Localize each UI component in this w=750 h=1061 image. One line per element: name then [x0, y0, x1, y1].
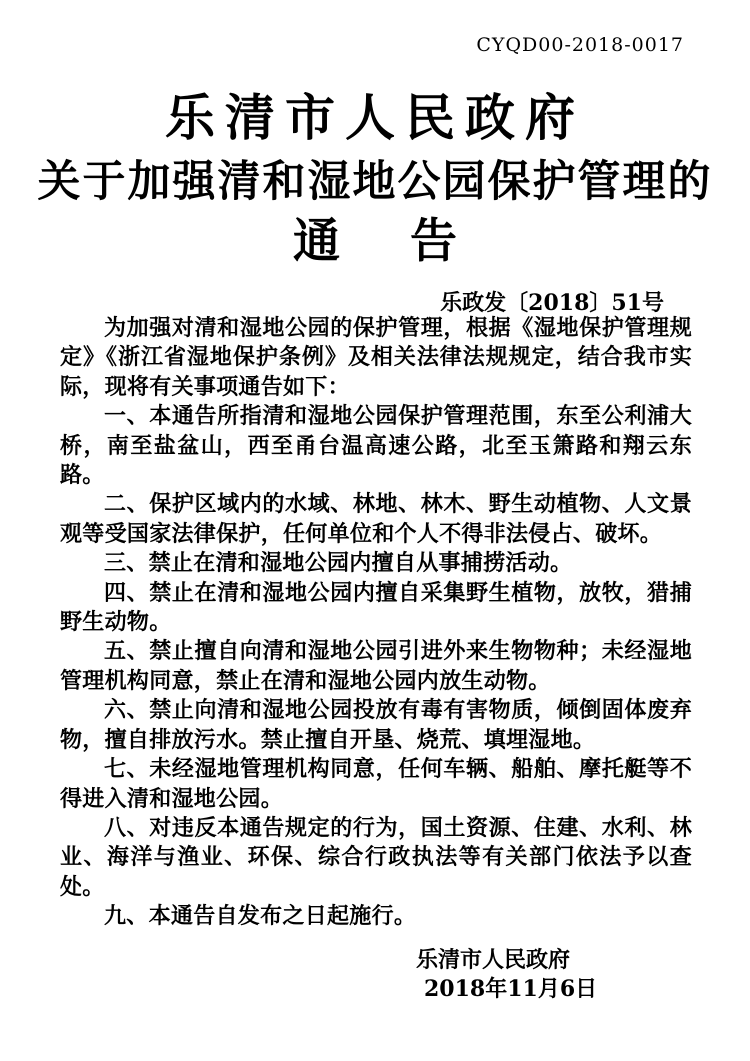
paragraph-item-5: 五、禁止擅自向清和湿地公园引进外来生物物种；未经湿地管理机构同意，禁止在清和湿地公园内放生动物。 [60, 638, 692, 694]
paragraph-item-3: 三、禁止在清和湿地公园内擅自从事捕捞活动。 [104, 550, 573, 577]
signature-block [416, 946, 597, 1004]
paragraph-intro: 为加强对清和湿地公园的保护管理，根据《湿地保护管理规定》《浙江省湿地保护条例》及相关法律法规规定，结合我市实际，现将有关事项通告如下： [60, 315, 692, 400]
title-subject: 关于加强清和湿地公园保护管理的 [37, 157, 713, 207]
paragraph-item-4: 四、禁止在清和湿地公园内擅自采集野生植物，放牧，猎捕野生动物。 [60, 579, 692, 636]
paragraph-item-1: 一、本通告所指清和湿地公园保护管理范围，东至公利浦大桥，南至盐盆山，西至甬台温高速公路，北至玉箫路和翔云东路。 [60, 403, 692, 489]
document-code: CYQD00-2018-0017 [476, 34, 684, 56]
paragraph-item-9: 九、本通告自发布之日起施行。 [104, 903, 417, 930]
title-notice: 通告 [293, 214, 527, 269]
document-number: 乐政发〔2018〕51号 [440, 290, 664, 316]
paragraph-item-8: 八、对违反本通告规定的行为，国土资源、住建、水利、林业、海洋与渔业、环保、综合行政执法等有关部门依法予以查处。 [60, 814, 692, 900]
title-issuer: 乐清市人民政府 [165, 89, 585, 147]
signature-date: 2018年11月6日 [424, 976, 598, 1002]
paragraph-item-2: 二、保护区域内的水域、林地、林木、野生动植物、人文景观等受国家法律保护，任何单位和个人不得非法侵占、破坏。 [60, 491, 692, 547]
paragraph-item-6: 六、禁止向清和湿地公园投放有毒有害物质，倾倒固体废弃物，擅自排放污水。禁止擅自开垦、烧荒、填埋湿地。 [60, 697, 692, 753]
paragraph-item-7: 七、未经湿地管理机构同意，任何车辆、船舶、摩托艇等不得进入清和湿地公园。 [60, 756, 692, 812]
notice-body [60, 314, 692, 932]
signature-issuer: 乐清市人民政府 [416, 947, 571, 973]
